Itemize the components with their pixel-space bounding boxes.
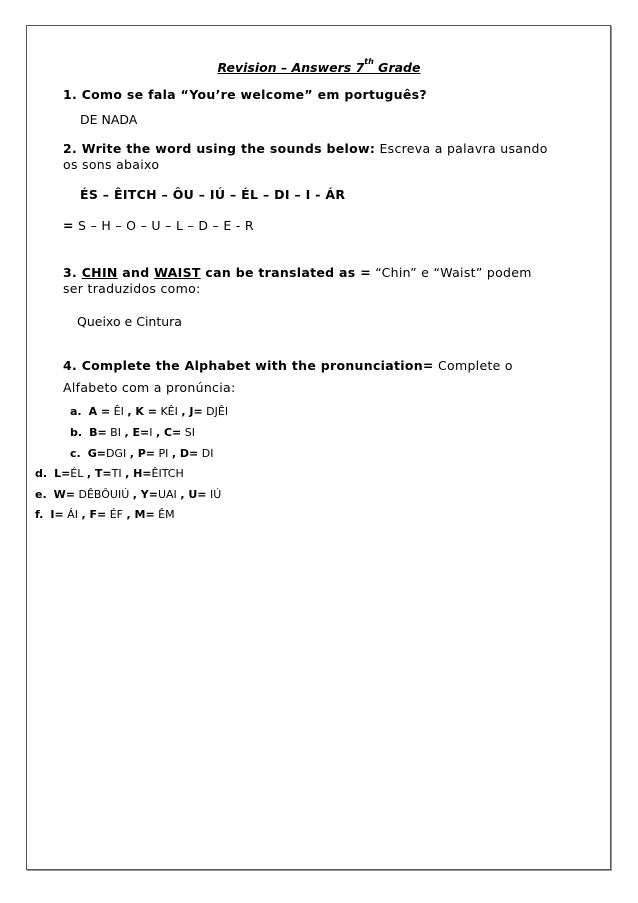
question-3: 3. CHIN and WAIST can be translated as = “Chin” e “Waist” podem	[63, 265, 532, 280]
answer-1: DE NADA	[80, 112, 138, 127]
list-item: e. W= DÊBÔUIÚ , Y=UAI , U= IÚ	[35, 488, 222, 501]
question-1: 1. Como se fala “You’re welcome” em português?	[63, 87, 427, 102]
question-2-line2: os sons abaixo	[63, 157, 160, 172]
answer-3: Queixo e Cintura	[77, 314, 182, 329]
list-item: f. I= ÁI , F= ÉF , M= ÊM	[35, 508, 175, 521]
question-2: 2. Write the word using the sounds below: Escreva a palavra usando	[63, 141, 548, 156]
list-item: c. G=DGI , P= PI , D= DI	[70, 447, 214, 460]
list-item: b. B= BI , E=I , C= SI	[70, 426, 196, 439]
question-4: 4. Complete the Alphabet with the pronunciation= Complete o	[63, 358, 513, 373]
question-3-line2: ser traduzidos como:	[63, 281, 201, 296]
answer-2: = S – H – O – U – L – D – E - R	[63, 218, 254, 233]
list-item: d. L=ÉL , T=TI , H=ÊITCH	[35, 467, 184, 480]
question-4-line2: Alfabeto com a pronúncia:	[63, 380, 236, 395]
sounds-list: ÉS – ÊITCH – ÔU – IÚ – ÉL – DI – I - ÁR	[80, 187, 346, 202]
page-title: Revision – Answers 7th Grade	[217, 57, 421, 75]
list-item: a. A = ÊI , K = KÊI , J= DJÊI	[70, 405, 229, 418]
